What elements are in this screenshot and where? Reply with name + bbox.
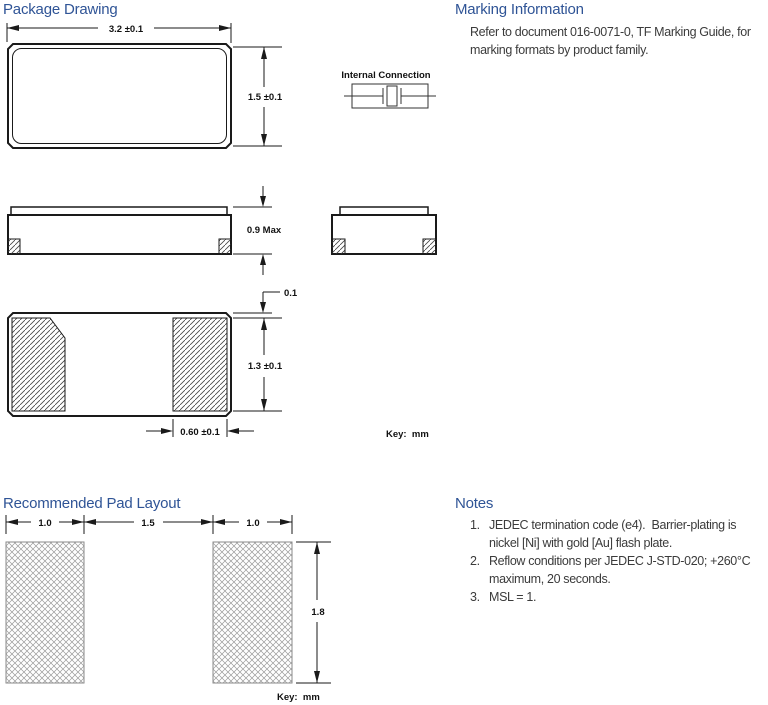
dim-pad-height: 1.8 (311, 607, 325, 618)
layout-pad-left (6, 542, 84, 683)
note-text: MSL = 1. (489, 590, 537, 604)
arrow-left-icon (227, 428, 239, 434)
arrow-left-icon (7, 25, 19, 31)
arrow-left-icon (6, 519, 18, 525)
dim-pad-width: 0.60 ±0.1 (180, 427, 220, 438)
dim-left-pad-width: 1.0 (38, 518, 52, 529)
bottom-view-drawing (8, 313, 231, 416)
note-number: 3. (470, 590, 480, 604)
marking-information-text: Refer to document 016-0071-0, TF Marking Guide, for marking formats by product family. (470, 25, 751, 57)
arrow-up-icon (261, 318, 267, 330)
arrow-down-icon (261, 399, 267, 411)
note-text: Reflow conditions per JEDEC J-STD-020; +260°C maximum, 20 seconds. (489, 554, 754, 586)
arrow-right-icon (72, 519, 84, 525)
dim-body-width: 3.2 ±0.1 (108, 24, 144, 35)
note-number: 2. (470, 554, 480, 568)
key-units-label: Key: mm (277, 692, 320, 703)
arrow-right-icon (161, 428, 173, 434)
arrow-down-icon (260, 302, 266, 313)
arrow-left-icon (213, 519, 225, 525)
top-view-drawing (8, 44, 231, 148)
arrow-down-icon (314, 671, 320, 683)
arrow-up-icon (314, 542, 320, 554)
dim-pad-gap: 1.5 (141, 518, 155, 529)
arrow-down-icon (260, 196, 266, 207)
notes-title: Notes (455, 495, 494, 512)
arrow-right-icon (219, 25, 231, 31)
package-drawing-title: Package Drawing (3, 1, 118, 18)
internal-connection-symbol (344, 84, 436, 108)
dim-pad-length: 1.3 ±0.1 (247, 361, 283, 372)
pad-layout-title: Recommended Pad Layout (3, 495, 181, 512)
terminal-pad-left (12, 318, 65, 411)
side-view-drawing (8, 207, 231, 254)
dim-pad-edge-gap-lines (233, 292, 280, 313)
key-units-label: Key: mm (386, 429, 429, 440)
end-view-drawing (332, 207, 436, 254)
terminal-pad-right (173, 318, 227, 411)
dim-height-max: 0.9 Max (246, 225, 282, 236)
arrow-up-icon (261, 47, 267, 59)
pad-layout-pads (6, 542, 292, 683)
arrow-up-icon (260, 254, 266, 265)
internal-connection-label: Internal Connection (341, 70, 431, 81)
arrow-left-icon (84, 519, 96, 525)
arrow-right-icon (280, 519, 292, 525)
note-number: 1. (470, 518, 480, 532)
note-text: JEDEC termination code (e4). Barrier-plating is nickel [Ni] with gold [Au] flash plate. (489, 518, 740, 550)
dim-body-height: 1.5 ±0.1 (247, 92, 283, 103)
layout-pad-right (213, 542, 292, 683)
marking-information-title: Marking Information (455, 1, 584, 18)
dim-pad-edge-gap: 0.1 (284, 288, 298, 299)
arrow-down-icon (261, 134, 267, 146)
arrow-right-icon (201, 519, 213, 525)
dim-right-pad-width: 1.0 (246, 518, 260, 529)
